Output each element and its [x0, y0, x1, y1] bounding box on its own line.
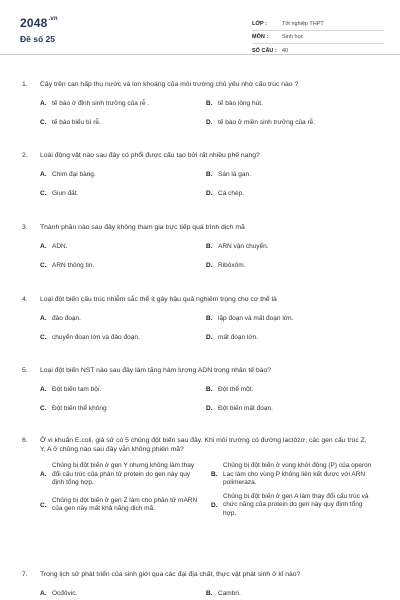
option-a[interactable]	[40, 589, 206, 598]
option-text: Đột thể một.	[218, 386, 254, 393]
question-number: 2.	[22, 152, 28, 159]
question-number: 6.	[22, 437, 28, 444]
question	[22, 570, 372, 598]
option-letter: C.	[40, 190, 47, 197]
option-text: Giun đất.	[52, 190, 79, 197]
question-number: 7.	[22, 571, 28, 578]
option-d[interactable]	[206, 404, 372, 413]
exam-header	[18, 14, 382, 66]
question-number: 5.	[22, 367, 28, 374]
question	[22, 436, 372, 518]
option-letter: B.	[206, 590, 213, 597]
option-c[interactable]	[40, 404, 206, 413]
option-letter: A.	[40, 100, 47, 107]
site-logo[interactable]	[20, 16, 58, 30]
option-a[interactable]	[40, 385, 206, 394]
option-b[interactable]	[206, 589, 372, 598]
option-letter: C.	[40, 334, 47, 341]
meta-label: SỐ CÂU :	[252, 47, 277, 54]
option-text: chuyển đoạn lớn và đảo đoạn.	[52, 334, 140, 341]
option-text: Cambri.	[218, 590, 241, 597]
logo-suffix: .vn	[48, 16, 58, 22]
option-a[interactable]	[40, 242, 206, 251]
option-letter: A.	[40, 386, 47, 393]
option-letter: B.	[206, 243, 213, 250]
question-text: Loại đột biến NST nào sau đây làm tăng hàm lượng ADN trong nhân tế bào?	[40, 367, 272, 374]
option-a[interactable]	[40, 170, 206, 179]
option-letter: B.	[206, 315, 213, 322]
meta-label: MÔN :	[252, 34, 269, 40]
option-text: ADN.	[52, 243, 68, 250]
question	[22, 366, 372, 413]
option-letter: B.	[211, 471, 218, 479]
meta-value: Tốt nghiệp THPT	[282, 21, 324, 27]
option-text: ARN vận chuyển.	[218, 243, 269, 250]
option-text: Cá chép.	[218, 190, 245, 197]
option-c[interactable]	[40, 333, 206, 342]
option-text: đảo đoạn.	[52, 315, 81, 322]
option-letter: A.	[40, 471, 47, 479]
option-c[interactable]	[40, 118, 206, 127]
option-c[interactable]	[40, 261, 206, 270]
option-text: Chủng bị đột biến ở gen Y nhưng không làm thay đổi cấu trúc của phân tử protein do gen này quy định tổng hợp.	[52, 462, 195, 486]
option-d[interactable]	[211, 493, 372, 519]
exam-meta-table	[252, 18, 384, 57]
option-b[interactable]	[211, 462, 372, 488]
option-letter: C.	[40, 405, 47, 412]
question-number: 4.	[22, 296, 28, 303]
option-c[interactable]	[40, 493, 201, 519]
option-text: Đột biến thể không	[52, 405, 107, 412]
option-d[interactable]	[206, 333, 372, 342]
option-d[interactable]	[206, 118, 372, 127]
exam-number: Đề số 25	[20, 34, 55, 44]
option-letter: B.	[206, 171, 213, 178]
option-letter: C.	[40, 501, 47, 509]
question-text: Trong lịch sử phát triển của sinh giới qua các đại địa chất, thực vật phát sinh ở kỉ nào?	[40, 571, 301, 578]
question	[22, 223, 372, 270]
option-text: tế bào lông hút.	[218, 100, 263, 107]
meta-label: LỚP :	[252, 21, 267, 27]
option-letter: D.	[206, 190, 213, 197]
question-text: Cây trên cạn hấp thụ nước và ion khoáng của môi trường chủ yếu nhờ cấu trúc nào ?	[40, 81, 299, 88]
option-text: Chủng bị đột biến ở vùng khởi động (P) của operon Lac làm cho vùng P không liên kết được với ARN polimeraza.	[223, 462, 372, 486]
option-text: lặp đoạn và mất đoạn lớn.	[218, 315, 294, 322]
option-text: Đột biến tam bội.	[52, 386, 102, 393]
meta-value: Sinh học	[282, 34, 304, 40]
option-text: tế bào biểu bì rễ.	[52, 119, 101, 126]
question	[22, 295, 372, 342]
logo-text: 2048	[20, 16, 48, 30]
option-letter: D.	[206, 334, 213, 341]
option-letter: A.	[40, 171, 47, 178]
option-letter: A.	[40, 243, 47, 250]
option-b[interactable]	[206, 99, 372, 108]
option-d[interactable]	[206, 261, 372, 270]
option-text: tế bào ở miền sinh trưởng của rễ.	[218, 119, 316, 126]
question-text: Loài động vật nào sau đây có phổi được cấu tạo bởi rất nhiều phế nang?	[40, 152, 260, 159]
option-b[interactable]	[206, 242, 372, 251]
option-a[interactable]	[40, 314, 206, 323]
option-letter: B.	[206, 386, 213, 393]
option-text: Chủng bị đột biến ở gen A làm thay đổi cấu trúc và chức năng của protein do gen này quy định tổng hợp.	[223, 492, 369, 517]
option-text: Chim đại bàng.	[52, 171, 96, 178]
option-letter: C.	[40, 262, 47, 269]
meta-row-subject	[252, 31, 384, 44]
option-a[interactable]	[40, 462, 201, 488]
meta-row-count	[252, 44, 384, 57]
option-text: mất đoạn lớn.	[218, 334, 259, 341]
option-text: Sán lá gan.	[218, 171, 251, 178]
option-letter: C.	[40, 119, 47, 126]
question-number: 1.	[22, 81, 28, 88]
option-c[interactable]	[40, 189, 206, 198]
option-letter: D.	[206, 119, 213, 126]
header-divider	[0, 54, 400, 55]
option-text: Ocđôvic.	[52, 590, 78, 597]
question-number: 3.	[22, 224, 28, 231]
question	[22, 151, 372, 198]
option-text: Đột biến mất đoạn.	[218, 405, 273, 412]
option-b[interactable]	[206, 170, 372, 179]
meta-value: 40	[282, 47, 289, 54]
option-b[interactable]	[206, 314, 372, 323]
option-letter: B.	[206, 100, 213, 107]
option-text: Ribôxôm.	[218, 262, 246, 269]
option-b[interactable]	[206, 385, 372, 394]
question-text: Ở vi khuẩn E.coli, giả sử có 5 chủng đột biến sau đây. Khi môi trường có đường lactôzơ, các gen cấu trúc Z, Y, A ở chủng nào sau đây vẫn không phiên mã?	[40, 437, 367, 453]
option-letter: A.	[40, 315, 47, 322]
question	[22, 80, 372, 127]
question-text: Loại đột biến cấu trúc nhiễm sắc thể ít gây hậu quả nghiêm trọng cho cơ thể là	[40, 296, 277, 303]
meta-row-class	[252, 18, 384, 31]
option-a[interactable]	[40, 99, 206, 108]
option-letter: A.	[40, 590, 47, 597]
option-d[interactable]	[206, 189, 372, 198]
option-letter: D.	[206, 262, 213, 269]
option-letter: D.	[211, 501, 218, 509]
option-text: tế bào ở đỉnh sinh trưởng của rễ .	[52, 100, 150, 107]
option-text: Chủng bị đột biến ở gen Z làm cho phân tử mARN của gen này mất khả năng dịch mã.	[52, 496, 198, 513]
question-text: Thành phần nào sau đây không tham gia trực tiếp quá trình dịch mã	[40, 224, 245, 231]
option-letter: D.	[206, 405, 213, 412]
option-text: ARN thông tin.	[52, 262, 95, 269]
